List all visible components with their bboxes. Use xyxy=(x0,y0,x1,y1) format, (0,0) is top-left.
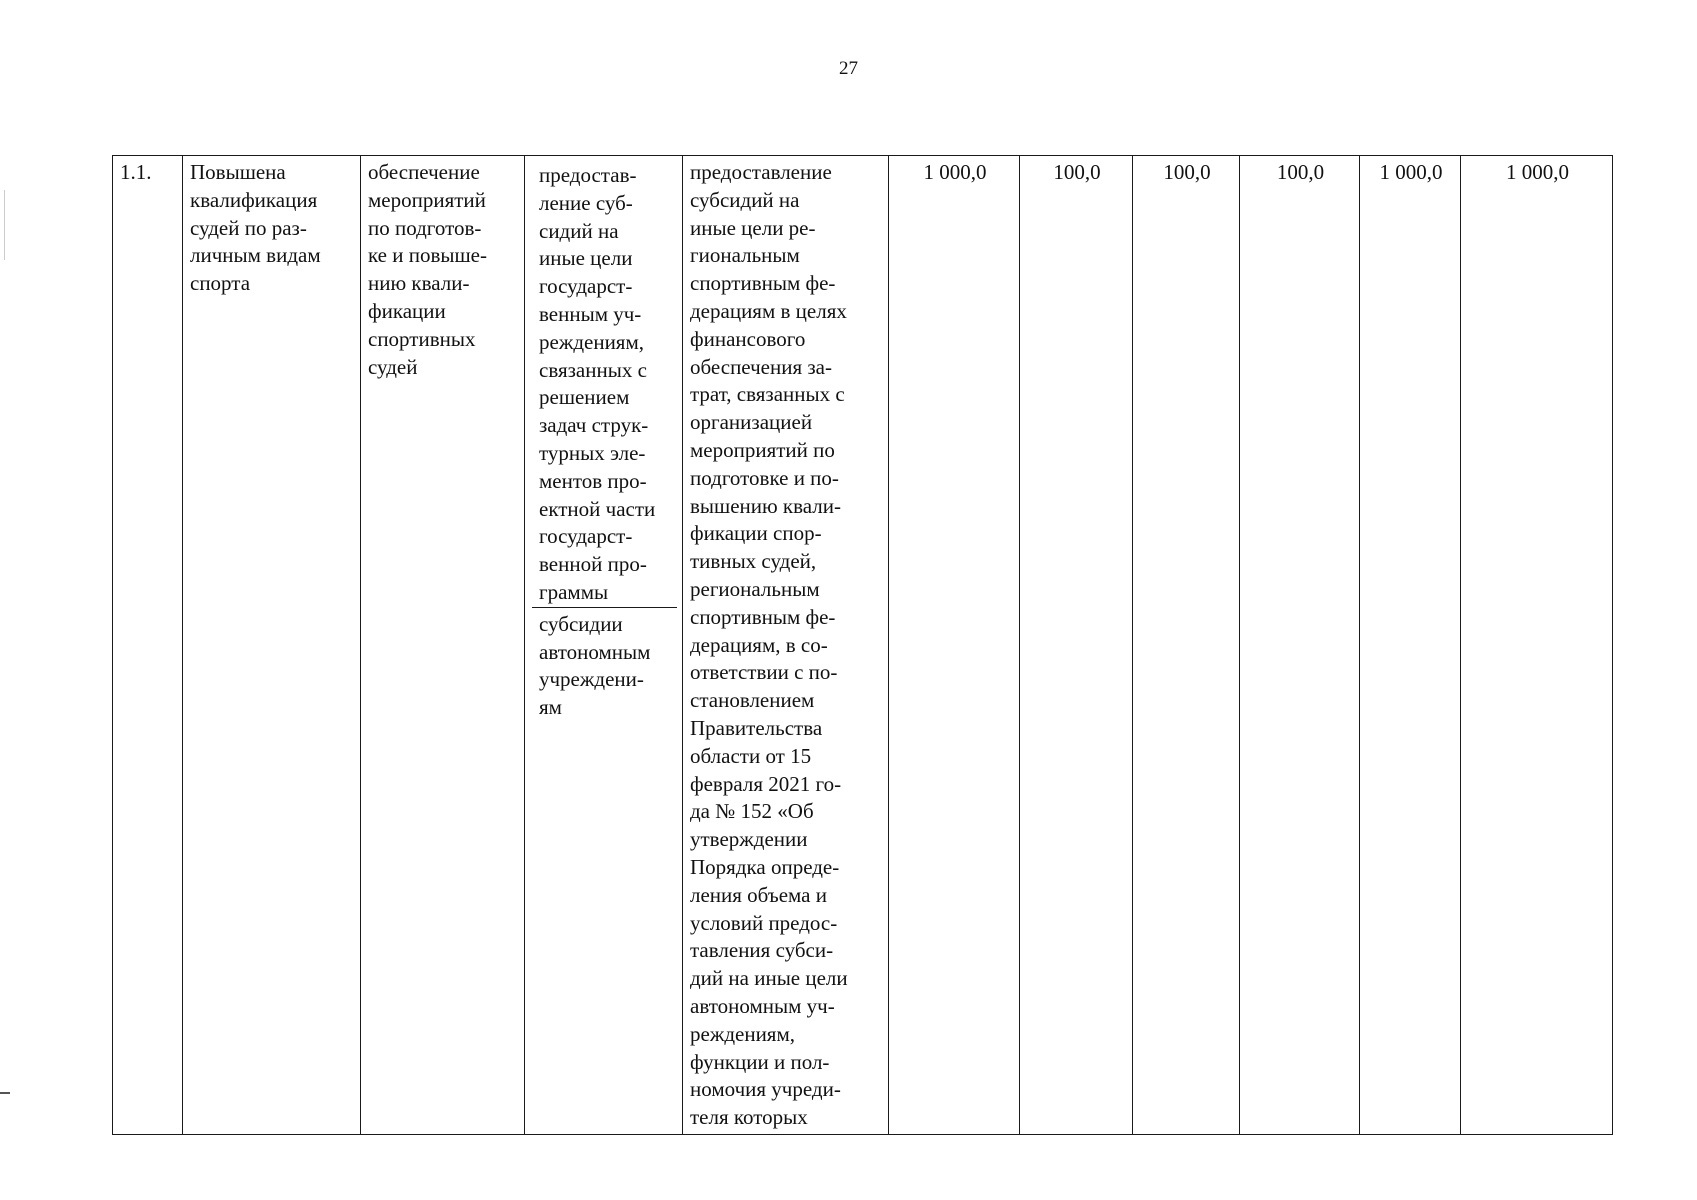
text-line: спорта xyxy=(190,271,251,296)
text-line: судей xyxy=(368,354,418,379)
text-line: граммы xyxy=(539,579,609,604)
text-line: организацией xyxy=(690,410,813,435)
text-line: мероприятий по xyxy=(690,437,835,462)
text-line: тавления субси- xyxy=(690,938,834,963)
text-line: вышению квали- xyxy=(690,493,841,518)
text-line: условий предос- xyxy=(690,910,838,935)
text-line: сидий на xyxy=(539,218,619,243)
text-line: Повышена xyxy=(190,160,286,184)
description-cell xyxy=(683,156,889,1135)
text-line: трат, связанных с xyxy=(690,382,845,407)
text-line: задач струк- xyxy=(539,413,649,438)
text-line: автономным уч- xyxy=(690,993,835,1018)
result-lines xyxy=(190,159,355,298)
text-line: иные цели ре- xyxy=(690,215,816,240)
row-index: 1.1. xyxy=(113,156,183,1135)
text-line: дий на иные цели xyxy=(690,966,848,991)
text-line: решением xyxy=(539,385,630,410)
text-line: февраля 2021 го- xyxy=(690,771,842,796)
scan-mark xyxy=(0,1092,10,1094)
text-line: венной про- xyxy=(539,552,647,577)
text-line: автономным xyxy=(539,639,651,664)
text-line: венным уч- xyxy=(539,301,642,326)
value-cell: 1 000,0 xyxy=(1360,156,1461,1135)
value-cell: 1 000,0 xyxy=(1461,156,1613,1135)
text-line: финансового xyxy=(690,326,806,351)
text-line: государст- xyxy=(539,524,633,549)
text-line: функции и пол- xyxy=(690,1049,830,1074)
text-line: гиональным xyxy=(690,243,800,268)
text-line: дерациям, в со- xyxy=(690,632,828,657)
text-line: субсидий на xyxy=(690,187,800,212)
text-line: ления объема и xyxy=(690,882,827,907)
text-line: по подготов- xyxy=(368,215,482,240)
value-cell: 1 000,0 xyxy=(889,156,1020,1135)
text-line: теля которых xyxy=(690,1105,808,1130)
text-line: турных эле- xyxy=(539,440,646,465)
text-line: предоставление xyxy=(690,160,832,184)
value-cell: 100,0 xyxy=(1133,156,1240,1135)
program-table xyxy=(112,155,1613,1135)
text-line: подготовке и по- xyxy=(690,465,839,490)
text-line: иные цели xyxy=(539,246,633,271)
text-line: ям xyxy=(539,695,562,720)
text-line: реждениям, xyxy=(539,329,645,354)
text-line: Порядка опреде- xyxy=(690,854,840,879)
event-cell xyxy=(361,156,525,1135)
text-line: да № 152 «Об xyxy=(690,799,814,824)
text-line: становлением xyxy=(690,688,815,713)
result-cell xyxy=(183,156,361,1135)
text-line: обеспечение xyxy=(368,160,480,184)
text-line: личным видам xyxy=(190,243,321,268)
description-lines xyxy=(690,159,883,1132)
text-line: Правительства xyxy=(690,715,823,740)
text-line: тивных судей, xyxy=(690,549,817,574)
text-line: квалификация xyxy=(190,187,318,212)
text-line: нию квали- xyxy=(368,271,470,296)
scan-mark xyxy=(4,190,5,260)
text-line: дерациям в целях xyxy=(690,298,847,323)
text-line: области от 15 xyxy=(690,743,812,768)
text-line: фикации спор- xyxy=(690,521,822,546)
value-cell: 100,0 xyxy=(1020,156,1133,1135)
text-line: ление суб- xyxy=(539,190,633,215)
text-line: спортивным фе- xyxy=(690,271,836,296)
form-cell xyxy=(525,156,683,1135)
form-subsidy-state xyxy=(532,159,677,608)
text-line: судей по раз- xyxy=(190,215,307,240)
event-lines xyxy=(368,159,519,381)
text-line: региональным xyxy=(690,576,820,601)
text-line: государст- xyxy=(539,274,633,299)
value-cell: 100,0 xyxy=(1240,156,1360,1135)
text-line: утверждении xyxy=(690,827,808,852)
text-line: спортивным фе- xyxy=(690,604,836,629)
text-line: связанных с xyxy=(539,357,647,382)
text-line: ментов про- xyxy=(539,468,647,493)
text-line: фикации xyxy=(368,298,446,323)
text-line: предостав- xyxy=(539,163,637,187)
text-line: мероприятий xyxy=(368,187,486,212)
text-line: субсидии xyxy=(539,611,623,636)
table-row xyxy=(113,156,1613,1135)
text-line: ке и повыше- xyxy=(368,243,487,268)
text-line: ответствии с по- xyxy=(690,660,838,685)
text-line: учреждени- xyxy=(539,667,644,692)
page-number: 27 xyxy=(839,58,858,79)
text-line: ектной части xyxy=(539,496,656,521)
form-subsidy-autonomous xyxy=(532,608,677,1134)
text-line: спортивных xyxy=(368,326,476,351)
text-line: реждениям, xyxy=(690,1021,796,1046)
text-line: обеспечения за- xyxy=(690,354,832,379)
text-line: номочия учреди- xyxy=(690,1077,841,1102)
